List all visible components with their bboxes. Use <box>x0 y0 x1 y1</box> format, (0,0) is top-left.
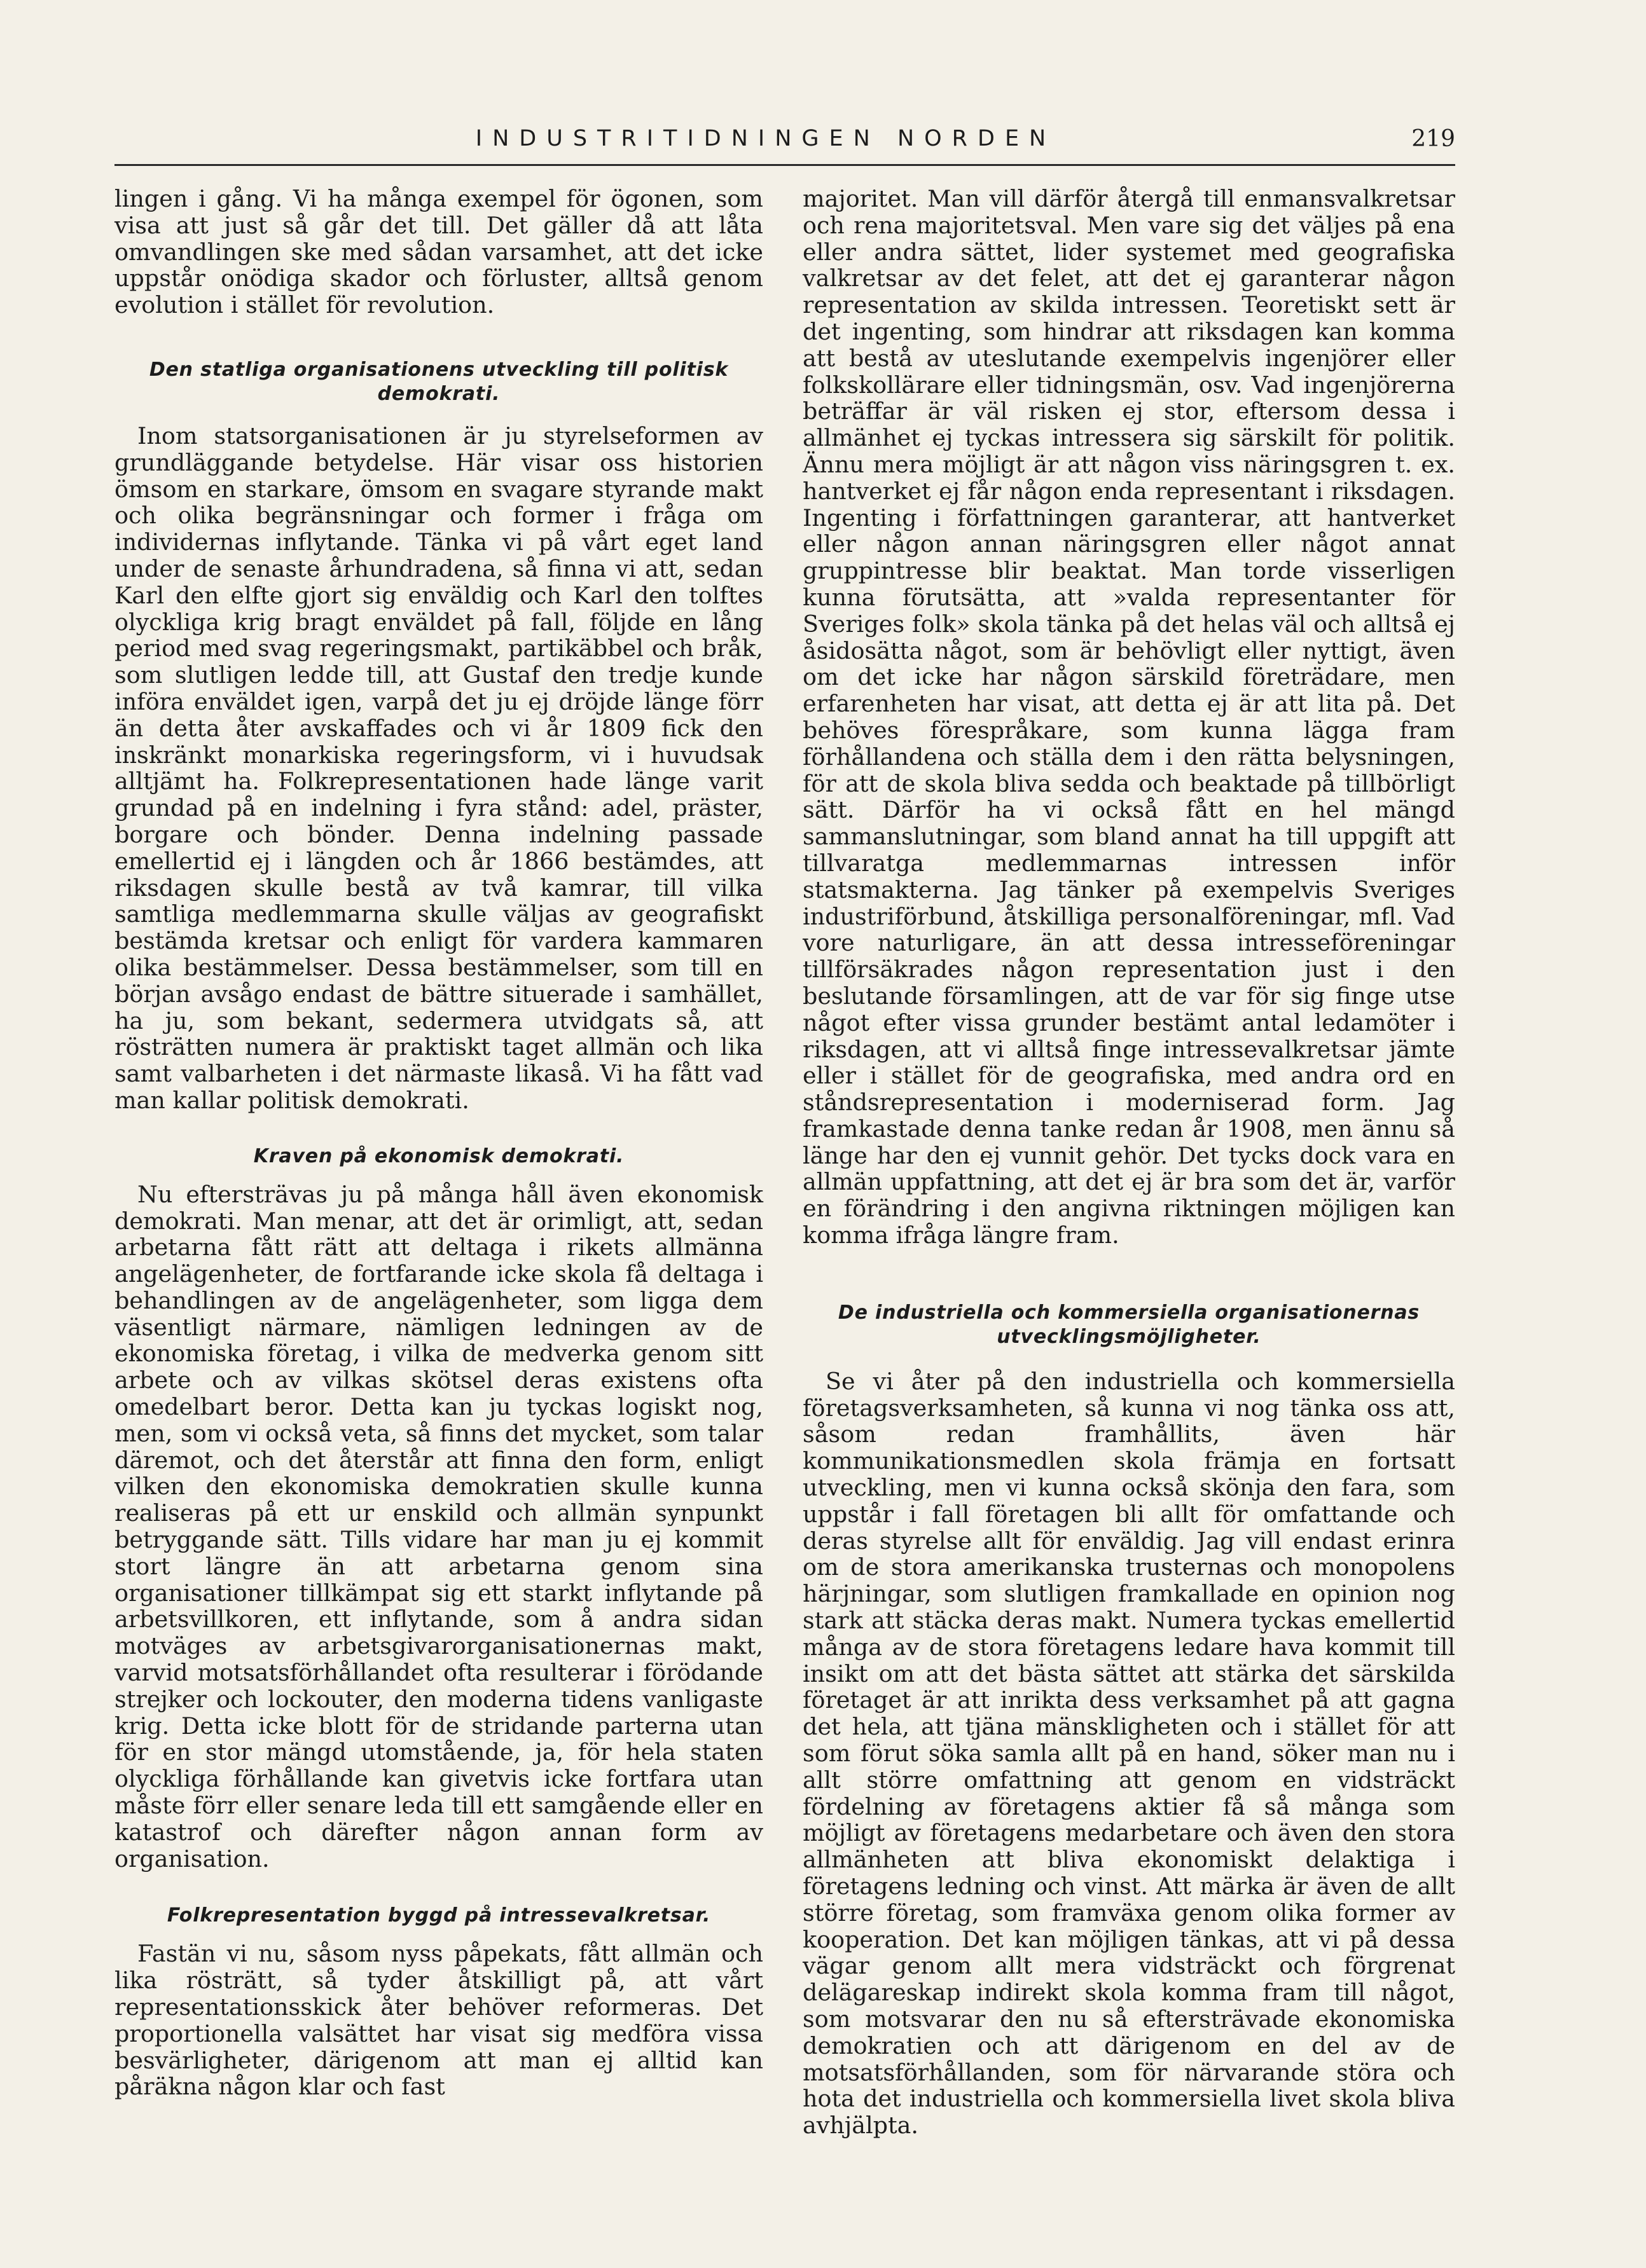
journal-title: INDUSTRITIDNINGEN NORDEN <box>475 126 1056 151</box>
paragraph: Inom statsorganisationen är ju styrelseformen av grundläggande betydelse. Här visar oss historien ömsom en starkare, ömsom en svagare styrande makt och olika begränsningar och former i fråga om individernas inflytande. Tänka vi på vårt eget land under de senaste århundradena, så finna vi att, sedan Karl den elfte gjort sig enväldig och Karl den tolftes olyckliga krig bragt enväldet på fall, följde en lång period med svag regeringsmakt, partikäbbel och bråk, som slutligen ledde till, att Gustaf den tredje kunde införa enväldet igen, varpå det ju ej dröjde länge förr än detta åter avskaffades och vi år 1809 fick den inskränkt monarkiska regeringsform, vi i huvudsak alltjämt ha. Folkrepresentationen hade länge varit grundad på en indelning i fyra stånd: adel, präster, borgare och bönder. Denna indelning passade emellertid ej i längden och år 1866 bestämdes, att riksdagen skulle bestå av två kamrar, till vilka samtliga medlemmarna skulle väljas av geografiskt bestämda kretsar och enligt för vardera kammaren olika bestämmelser. Dessa bestämmelser, som till en början avsågo endast de bättre situerade i samhället, ha ju, som bekant, sedermera utvidgats så, att rösträtten numera är praktiskt taget allmän och lika samt valbarheten i det närmaste likaså. Vi ha fått vad man kallar politisk demokrati. <box>114 422 763 1114</box>
paragraph-continued: majoritet. Man vill därför återgå till enmansvalkretsar och rena majoritetsval. Men vare sig det väljes på ena eller andra sättet, lider systemet med geografiska valkretsar av det felet, att det ej garanterar någon representation av skilda intressen. Teoretiskt sett är det ingenting, som hindrar att riksdagen kan komma att bestå av uteslutande exempelvis ingenjörer eller folkskollärare eller tidningsmän, osv. Vad ingenjörerna beträffar är väl risken ej stor, eftersom dessa i allmänhet ej tyckas intressera sig särskilt för politik. Ännu mera möjligt är att någon viss näringsgren t. ex. hantverket ej får någon enda representant i riksdagen. Ingenting i författningen garanterar, att hantverket eller någon annan näringsgren eller något annat gruppintresse blir beaktat. Man torde visserligen kunna förutsätta, att »valda representanter för Sveriges folk» skola tänka på det helas väl och alltså ej åsidosätta något, som är behövligt eller nyttigt, även om det icke har någon särskild företrädare, men erfarenheten har visat, att detta ej är att lita på. Det behöves förespråkare, som kunna lägga fram förhållandena och ställa dem i den rätta belysningen, för att de skola bliva sedda och beaktade på tillbörligt sätt. Därför ha vi också fått en hel mängd sammanslutningar, som bland annat ha till uppgift att tillvaratga medlemmarnas intressen inför statsmakterna. Jag tänker på exempelvis Sveriges industriförbund, åtskilliga personalföreningar, mfl. Vad vore naturligare, än att dessa intresseföreningar tillförsäkrades någon representation just i den beslutande församlingen, att de var för sig finge utse något efter vissa grunder bestämt antal ledamöter i riksdagen, att vi alltså finge intressevalkretsar jämte eller i stället för de geografiska, med andra ord en ståndsrepresentation i moderniserad form. Jag framkastade denna tanke redan år 1908, men ännu så länge har den ej vunnit gehör. Det tycks dock vara en allmän uppfattning, att det ej är bra som det är, varför en förändring i den angivna riktningen möjligen kan komma ifråga längre fram. <box>803 185 1455 1249</box>
section-heading-interest-constituencies: Folkrepresentation byggd på intressevalkretsar. <box>167 1904 711 1927</box>
left-column <box>114 186 763 2100</box>
paragraph: Nu eftersträvas ju på många håll även ekonomisk demokrati. Man menar, att det är orimligt, att, sedan arbetarna fått rätt att deltaga i rikets allmänna angelägenheter, de fortfarande icke skola få deltaga i behandlingen av de angelägenheter, som ligga dem väsentligt närmare, nämligen ledningen av de ekonomiska företag, i vilka de medverka genom sitt arbete och av vilkas skötsel deras existens ofta omedelbart beror. Detta kan ju tyckas logiskt nog, men, som vi också veta, så finns det mycket, som talar däremot, och det återstår att finna den form, enligt vilken den ekonomiska demokratien skulle kunna realiseras på ett ur enskild och allmän synpunkt betryggande sätt. Tills vidare har man ju ej kommit stort längre än att arbetarna genom sina organisationer tillkämpat sig ett starkt inflytande på arbetsvillkoren, ett inflytande, som å andra sidan motväges av arbetsgivarorganisationernas makt, varvid motsatsförhållandet ofta resulterar i förödande strejker och lockouter, den moderna tidens vanligaste krig. Detta icke blott för de stridande parterna utan för en stor mängd utomstående, ja, för hela staten olyckliga förhållande kan givetvis icke fortfara utan måste förr eller senare leda till ett samgående eller en katastrof och därefter någon annan form av organisation. <box>114 1180 763 1873</box>
paragraph-continued: lingen i gång. Vi ha många exempel för ögonen, som visa att just så går det till. Det gäller då att låta omvandlingen ske med sådan varsamhet, att det icke uppstår onödiga skador och förluster, alltså genom evolution i stället för revolution. <box>114 185 763 319</box>
paragraph: Fastän vi nu, såsom nyss påpekats, fått allmän och lika rösträtt, så tyder åtskilligt på, att vårt representationsskick åter behöver reformeras. Det proportionella valsättet har visat sig medföra vissa besvärligheter, därigenom att man ej alltid kan påräkna någon klar och fast <box>114 1940 763 2101</box>
section-heading-political-democracy: Den statliga organisationens utveckling till politisk demokrati. <box>149 358 729 405</box>
right-column <box>803 186 1455 2139</box>
section-heading-organisations: De industriella och kommersiella organisationernas utvecklingsmöjligheter. <box>838 1301 1420 1348</box>
page-number: 219 <box>1411 126 1455 152</box>
paragraph: Se vi åter på den industriella och kommersiella företagsverksamheten, så kunna vi nog tänka oss att, såsom redan framhållits, även här kommunikationsmedlen skola främja en fortsatt utveckling, men vi kunna också skönja den fara, som uppstår i fall företagen bli allt för omfattande och deras styrelse allt för enväldig. Jag vill endast erinra om de stora amerikanska trusternas och monopolens härjningar, som slutligen framkallade en opinion nog stark att stäcka deras makt. Numera tyckas emellertid många av de stora företagens ledare hava kommit till insikt om att det bästa sättet att stärka det särskilda företaget är att inrikta dess verksamhet på att gagna det hela, att tjäna mänskligheten och i stället för att som förut söka samla allt på en hand, söker man nu i allt större omfattning att genom en vidsträckt fördelning av företagens aktier få så många som möjligt av företagens medarbetare och även den stora allmänheten att bliva ekonomiskt delaktiga i företagens ledning och vinst. Att märka är även de allt större företag, som framväxa genom olika former av kooperation. Det kan möjligen tänkas, att vi på dessa vägar genom allt mera vidsträckt och förgrenat delägareskap indirekt skola komma fram till något, som motsvarar den nu så eftersträvade ekonomiska demokratien och att därigenom en del av de motsatsförhållanden, som för närvarande störa och hota det industriella och kommersiella livet skola bliva avhjälpta. <box>803 1367 1455 2140</box>
section-heading-economic-democracy: Kraven på ekonomisk demokrati. <box>253 1144 625 1167</box>
running-head <box>114 126 1455 166</box>
